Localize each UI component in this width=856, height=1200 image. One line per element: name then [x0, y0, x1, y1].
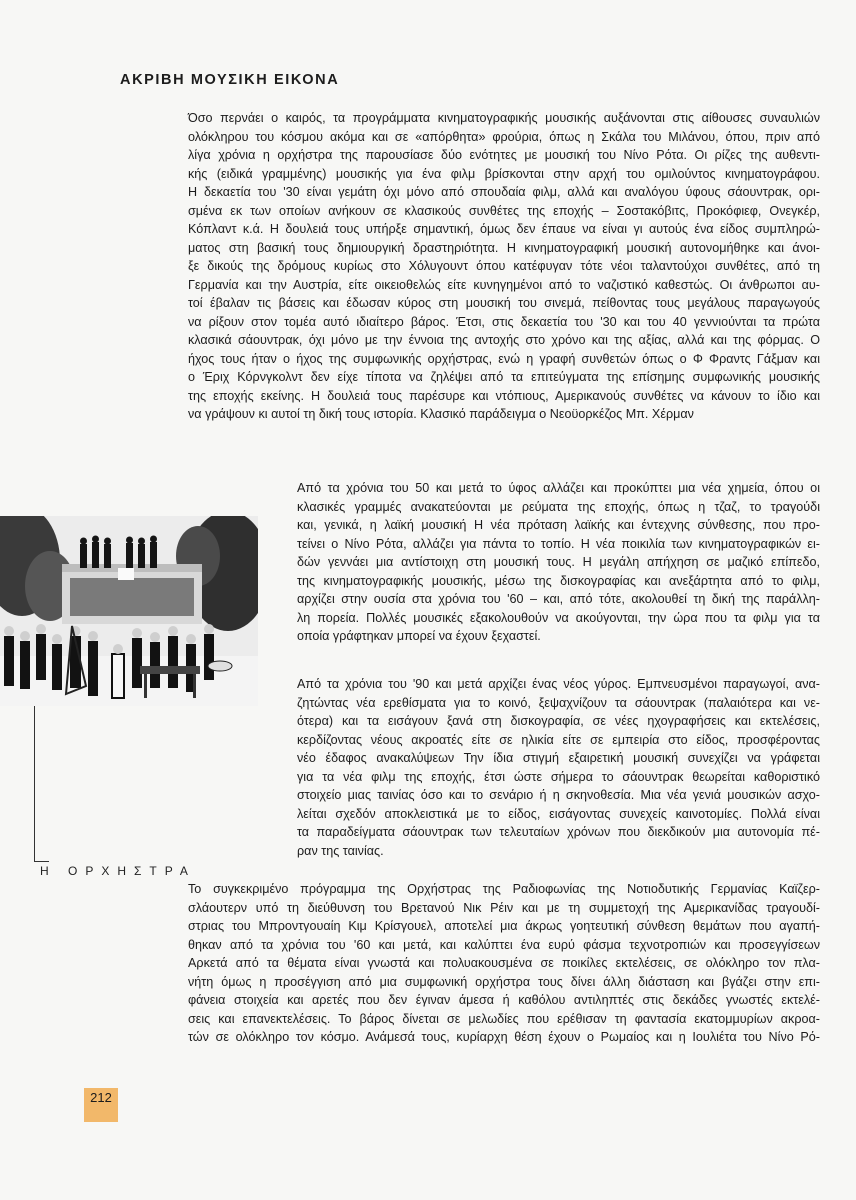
text-line: Η δεκαετία του '30 είναι γεμάτη όχι μόνο από σπουδαία φιλμ, αλλά και αναλόγου ύφους σάουντρακ, ορι-	[188, 185, 820, 199]
text-line: τών σε ολόκληρο τον κόσμο. Ανάμεσά τους, κυρίαρχη θέση έχουν ο Ρωμαίος και η Ιουλιέτα του Νίνο Ρό-	[188, 1030, 820, 1044]
text-line: τα παραδείγματα σάουντρακ των τελευταίων χρόνων που διεκδικούν μια αυτονομία πέ-	[297, 825, 820, 839]
text-line: λίγα χρόνια η ορχήστρα της παρουσίασε δύο ενότητες με μουσική του Νίνο Ρότα. Οι ρίζες της αυθεντι-	[188, 148, 820, 162]
text-line: ήχος τους ήταν ο ήχος της συμφωνικής ορχήστρας, ενώ η γραφή συνθετών όπως ο Φ Φραντς Γάξμαν και	[188, 351, 820, 366]
text-line: λη πορεία. Πολλές μουσικές εξακολουθούν να ακούγονται, την ώρα που τα φιλμ για τα	[297, 610, 820, 625]
text-line: για τα νέα φιλμ της εποχής, έτσι ώστε σήμερα το σάουντρακ θεωρείται καθοριστικό	[297, 769, 820, 784]
text-line: ολόκληρου του κόσμου ακόμα και σε «απόρθητα» φρούρια, όπως η Σκάλα του Μιλάνου, όπου, πριν από	[188, 129, 820, 144]
text-line: σλάουτερν υπό τη διεύθυνση του Βρετανού Νικ Ρέιν και με τη συμμετοχή της Αμερικανίδας τραγουδί-	[188, 900, 820, 915]
text-line: κλασικές γραμμές ανακατεύονται με ρεύματα της εποχής, όπως η τζαζ, το τραγούδι	[297, 499, 820, 514]
text-line: Το συγκεκριμένο πρόγραμμα της Ορχήστρας της Ραδιοφωνίας της Νοτιοδυτικής Γερμανίας Καϊζερ-	[188, 882, 820, 896]
text-line: φάνεια στοιχεία και αρετές που δεν έγιναν άμεσα ή καθόλου αντιληπτές στις δεκάδες γνωστές εκτελέ-	[188, 993, 820, 1007]
text-line: Αρκετά από τα θέματα είναι γνωστά και πολυακουσμένα σε ποικίλες εκτελέσεις, σε ολόκληρο τον πλα-	[188, 956, 820, 970]
text-line: να ρίξουν στον τομέα αυτό ιδιαίτερο βάρος. Έτσι, στις δεκαετία του '30 και του 40 γεννιούνται τα πρώτα	[188, 314, 820, 329]
text-line: Όσο περνάει ο καιρός, τα προγράμματα κινηματογραφικής μουσικής αυξάνονται στις αίθουσες συναυλιών	[188, 111, 820, 125]
text-line: λείται σχεδόν αποκλειστικά με το είδος, εισάγοντας συνεχείς καινοτομίες. Πολλά είναι	[297, 806, 820, 821]
text-line: ματος στη βασική τους δημιουργική δραστηριότητα. Η κινηματογραφική μουσική αυτονομήθηκε και άνοι-	[188, 240, 820, 255]
text-line: κής (ειδικά γραμμένης) μουσικής για ένα φιλμ βρίσκονται στην αρχή του ομιλούντος κινηματογράφου.	[188, 166, 820, 181]
text-line: στοιχείο μιας ταινίας όσο και το σενάριο ή η σκηνοθεσία. Μια νέα γενιά μουσικών ασχο-	[297, 788, 820, 802]
text-line: της κινηματογραφικής μουσικής, μέσω της δισκογραφίας και ανεξάρτητα από το φιλμ,	[297, 573, 820, 588]
page-header: ΑΚΡΙΒΗ ΜΟΥΣΙΚΗ ΕΙΚΟΝΑ	[120, 72, 340, 88]
paragraph-nineties	[297, 675, 820, 860]
text-line: ραν της ταινίας.	[297, 843, 384, 858]
text-line: τοί έβαλαν τις βάσεις και έδωσαν κύρος στη μουσική του σινεμά, πείθοντας τους μεγάλους παραγωγούς	[188, 296, 820, 310]
paragraph-program	[188, 880, 820, 1047]
text-line: κερδίζοντας νέους ακροατές είτε σε ηλικία είτε σε εμπειρία στο είδος, προσφέροντας	[297, 732, 820, 747]
caption-rule-horizontal	[34, 861, 49, 862]
text-line: τείνει ο Νίνο Ρότα, αλλάζει για πάντα το τοπίο. Η νέα ποικιλία των κινηματογραφικών ει-	[297, 536, 820, 551]
text-line: Από τα χρόνια του 50 και μετά το ύφος αλλάζει και προκύπτει μια νέα χημεία, όπου οι	[297, 481, 820, 495]
caption-rule-vertical	[34, 706, 35, 861]
text-line: δών γεννάει μια αντίστοιχη στη μουσική τους. Η μεγάλη απήχηση σε μαζικό επίπεδο,	[297, 555, 820, 569]
text-line: νέο έδαφος ανακαλύψεων Την ίδια στιγμή εξαιρετική μουσική συνεχίζει να γράφεται	[297, 751, 820, 765]
text-line: στριας του Μπροντγουαίη Κιμ Κρίσγουελ, αποτελεί μια άκρως γοητευτική σύνθεση θεμάτων που αγαπή-	[188, 919, 820, 933]
paragraph-fifties	[297, 479, 820, 646]
text-line: ότερα) και τα εισάγουν ξανά στη δισκογραφία, σε νέες ηχογραφήσεις και εκτελέσεις,	[297, 714, 820, 728]
orchestra-photo	[0, 516, 258, 706]
text-line: να γράψουν κι αυτοί τη δική τους ιστορία. Κλασικό παράδειγμα ο Νεοϋορκέζος Μπ. Χέρμαν	[188, 407, 694, 421]
text-line: ξε δικούς της δρόμους κυρίως στο Χόλυγουντ όπου κατέφυγαν τότε νέοι ταλαντούχοι συνθέτες, από τη	[188, 259, 820, 273]
text-line: νήτη όμως η προσέγγιση από μια συμφωνική ορχήστρα τους δίνει άλλη διάσταση και βγάζει στην επι-	[188, 974, 820, 989]
text-line: ο Έριχ Κόρνγκολντ δεν είχε τίποτα να ζηλέψει από τα επιτεύγματα της επίσημης συμφωνικής μουσικής	[188, 370, 820, 384]
text-line: θηκαν από τα χρόνια του '60 και μετά, και καλύπτει ένα ευρύ φάσμα τεχνοτροπιών και προσεγγίσεων	[188, 937, 820, 952]
text-line: της εποχής εκείνης. Η δουλειά τους παρέσυρε και ντόπιους, Αμερικανούς συνθέτες να κάνουν το ίδιο και	[188, 388, 820, 403]
text-line: κλασικά σάουντρακ, όχι μόνο με την έννοια της αντοχής στο χρόνο και της αξίας, αλλά και της φόρμας. Ο	[188, 333, 820, 347]
text-line: αρχίζει στην ουσία στα χρόνια του '60 – και, από τότε, ακολουθεί τη δική της παράλλη-	[297, 592, 820, 606]
text-line: Κόπλαντ κ.ά. Η δουλειά τους υπήρξε σημαντική, όμως δεν έπαυε να είναι γι αυτούς ένα είδος συμπληρώ-	[188, 222, 820, 236]
text-line: Από τα χρόνια του '90 και μετά αρχίζει ένας νέος γύρος. Εμπνευσμένοι παραγωγοί, ανα-	[297, 677, 820, 691]
text-line: και, γενικά, η λαϊκή μουσική Η νέα πρόταση λαϊκής και έντεχνης σύνθεσης, που προ-	[297, 518, 820, 532]
text-line: Γερμανία και την Αυστρία, είτε οικειοθελώς είτε κυνηγημένοι από το ναζιστικό καθεστώς. Οι άνθρωποι αυ-	[188, 277, 820, 292]
text-line: σεις και επανεκτελέσεις. Το βάρος δίνεται σε μελωδίες που ερέθισαν τη φαντασία εκατομμυρίων ακροα-	[188, 1011, 820, 1026]
text-line: σμένα εκ των οποίων ανήκουν σε κλασικούς συνθέτες της εποχής – Σοστακόβιτς, Προκόφιεφ, Ονεγκέρ,	[188, 203, 820, 218]
photo-caption: Η ΟΡΧΗΣΤΡΑ	[40, 864, 196, 878]
text-line: ζητώντας νέα ερεθίσματα για το κοινό, ξεψαχνίζουν τα σάουντρακ (παλαιότερα και νε-	[297, 695, 820, 710]
page-number: 212	[84, 1088, 118, 1122]
paragraph-intro	[188, 109, 820, 424]
text-line: οποία γράφτηκαν μπορεί να έχουν ξεχαστεί.	[297, 629, 541, 643]
